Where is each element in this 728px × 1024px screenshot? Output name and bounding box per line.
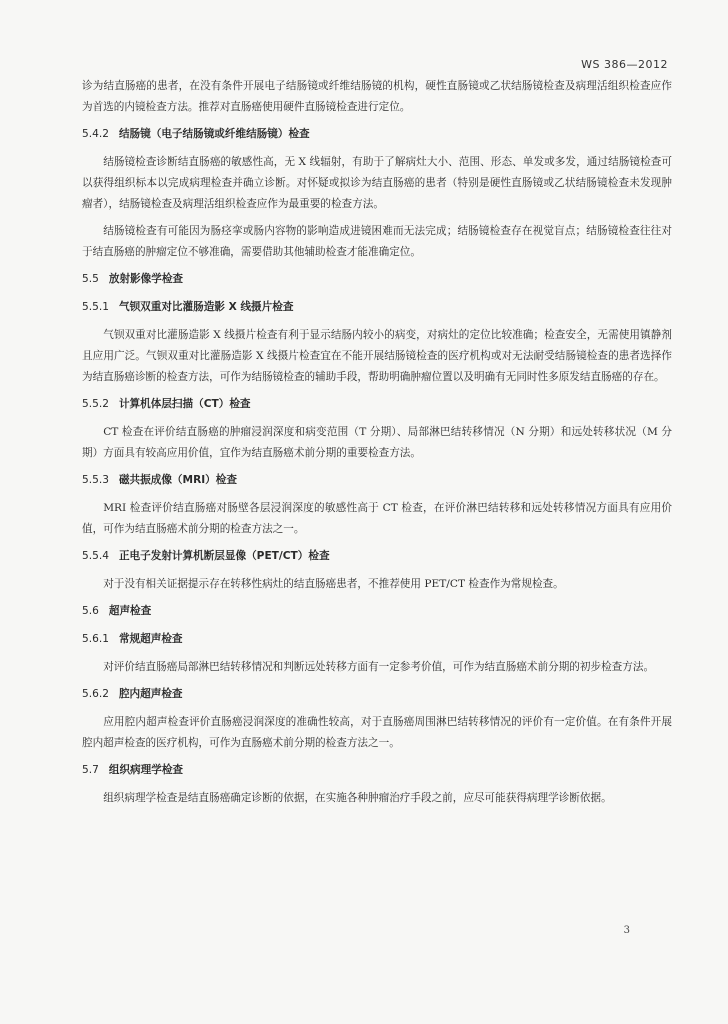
heading-5-6-1: [82, 629, 672, 649]
paragraph-5-7: 组织病理学检查是结直肠癌确定诊断的依据，在实施各种肿瘤治疗手段之前，应尽可能获得病理学诊断依据。: [103, 792, 612, 804]
paragraph-5-5-1: 气钡双重对比灌肠造影 X 线摄片检查有利于显示结肠内较小的病变，对病灶的定位比较准确；检查安全，无需使用镇静剂且应用广泛。气钡双重对比灌肠造影 X 线摄片检查宜在不能开展结肠镜检查的医疗机构或对无法耐受结肠镜检查的患者选择作为结直肠癌诊断的检查方法，可作为结肠镜检查的辅助手段，帮助明确肿瘤位置以及明确有无同时性多原发结直肠癌的存在。: [82, 329, 672, 383]
paragraph-intro: 诊为结直肠癌的患者，在没有条件开展电子结肠镜或纤维结肠镜的机构，硬性直肠镜或乙状结肠镜检查及病理活组织检查应作为首选的内镜检查方法。推荐对直肠癌使用硬件直肠镜检查进行定位。: [82, 80, 672, 113]
paragraph-5-6-1: 对评价结直肠癌局部淋巴结转移情况和判断远处转移方面有一定参考价值，可作为结直肠癌术前分期的初步检查方法。: [103, 661, 655, 673]
section-number: 5.7: [82, 764, 99, 776]
heading-5-5: [82, 269, 672, 289]
heading-5-5-3: [82, 470, 672, 490]
heading-5-5-2: [82, 394, 672, 414]
heading-5-4-2: [82, 124, 672, 144]
section-number: 5.5: [82, 273, 99, 285]
section-title: 放射影像学检查: [108, 273, 184, 285]
document-body: [82, 76, 672, 815]
heading-5-5-4: [82, 546, 672, 566]
section-title: 磁共振成像（MRI）检查: [118, 474, 237, 486]
paragraph-5-5-4: 对于没有相关证据提示存在转移性病灶的结直肠癌患者，不推荐使用 PET/CT 检查作为常规检查。: [103, 578, 564, 590]
paragraph-5-4-2-b: 结肠镜检查有可能因为肠痉挛或肠内容物的影响造成进镜困难而无法完成；结肠镜检查存在视觉盲点；结肠镜检查往往对于结直肠癌的肿瘤定位不够准确，需要借助其他辅助检查才能准确定位。: [82, 225, 672, 258]
section-number: 5.6: [82, 605, 99, 617]
page-number: 3: [623, 925, 630, 936]
paragraph-5-5-3: MRI 检查评价结直肠癌对肠壁各层浸润深度的敏感性高于 CT 检查，在评价淋巴结转移和远处转移情况方面具有应用价值，可作为结直肠癌术前分期的检查方法之一。: [82, 502, 672, 535]
heading-5-6-2: [82, 684, 672, 704]
section-title: 结肠镜（电子结肠镜或纤维结肠镜）检查: [118, 128, 310, 140]
section-title: 腔内超声检查: [118, 688, 183, 700]
paragraph-5-5-2: CT 检查在评价结直肠癌的肿瘤浸润深度和病变范围（T 分期）、局部淋巴结转移情况（N 分期）和远处转移状况（M 分期）方面具有较高应用价值，宜作为结直肠癌术前分期的重要检查方法。: [82, 426, 672, 459]
standard-number: WS 386—2012: [581, 58, 668, 71]
paragraph-5-6-2: 应用腔内超声检查评价直肠癌浸润深度的准确性较高，对于直肠癌周围淋巴结转移情况的评价有一定价值。在有条件开展腔内超声检查的医疗机构，可作为直肠癌术前分期的检查方法之一。: [82, 716, 672, 749]
section-title: 计算机体层扫描（CT）检查: [118, 398, 251, 410]
section-title: 常规超声检查: [118, 633, 183, 645]
section-number: 5.4.2: [82, 128, 109, 140]
section-title: 气钡双重对比灌肠造影 X 线摄片检查: [118, 301, 294, 313]
section-title: 超声检查: [108, 605, 152, 617]
heading-5-6: [82, 601, 672, 621]
section-title: 组织病理学检查: [108, 764, 184, 776]
section-number: 5.6.2: [82, 688, 109, 700]
section-number: 5.6.1: [82, 633, 109, 645]
heading-5-7: [82, 760, 672, 780]
section-number: 5.5.4: [82, 550, 109, 562]
section-number: 5.5.2: [82, 398, 109, 410]
section-number: 5.5.1: [82, 301, 109, 313]
section-title: 正电子发射计算机断层显像（PET/CT）检查: [118, 550, 330, 562]
section-number: 5.5.3: [82, 474, 109, 486]
heading-5-5-1: [82, 297, 672, 317]
paragraph-5-4-2-a: 结肠镜检查诊断结直肠癌的敏感性高，无 X 线辐射，有助于了解病灶大小、范围、形态、单发或多发，通过结肠镜检查可以获得组织标本以完成病理检查并确立诊断。对怀疑或拟诊为结直肠癌的患者（特别是硬性直肠镜或乙状结肠镜检查未发现肿瘤者），结肠镜检查及病理活组织检查应作为最重要的检查方法。: [82, 156, 672, 210]
